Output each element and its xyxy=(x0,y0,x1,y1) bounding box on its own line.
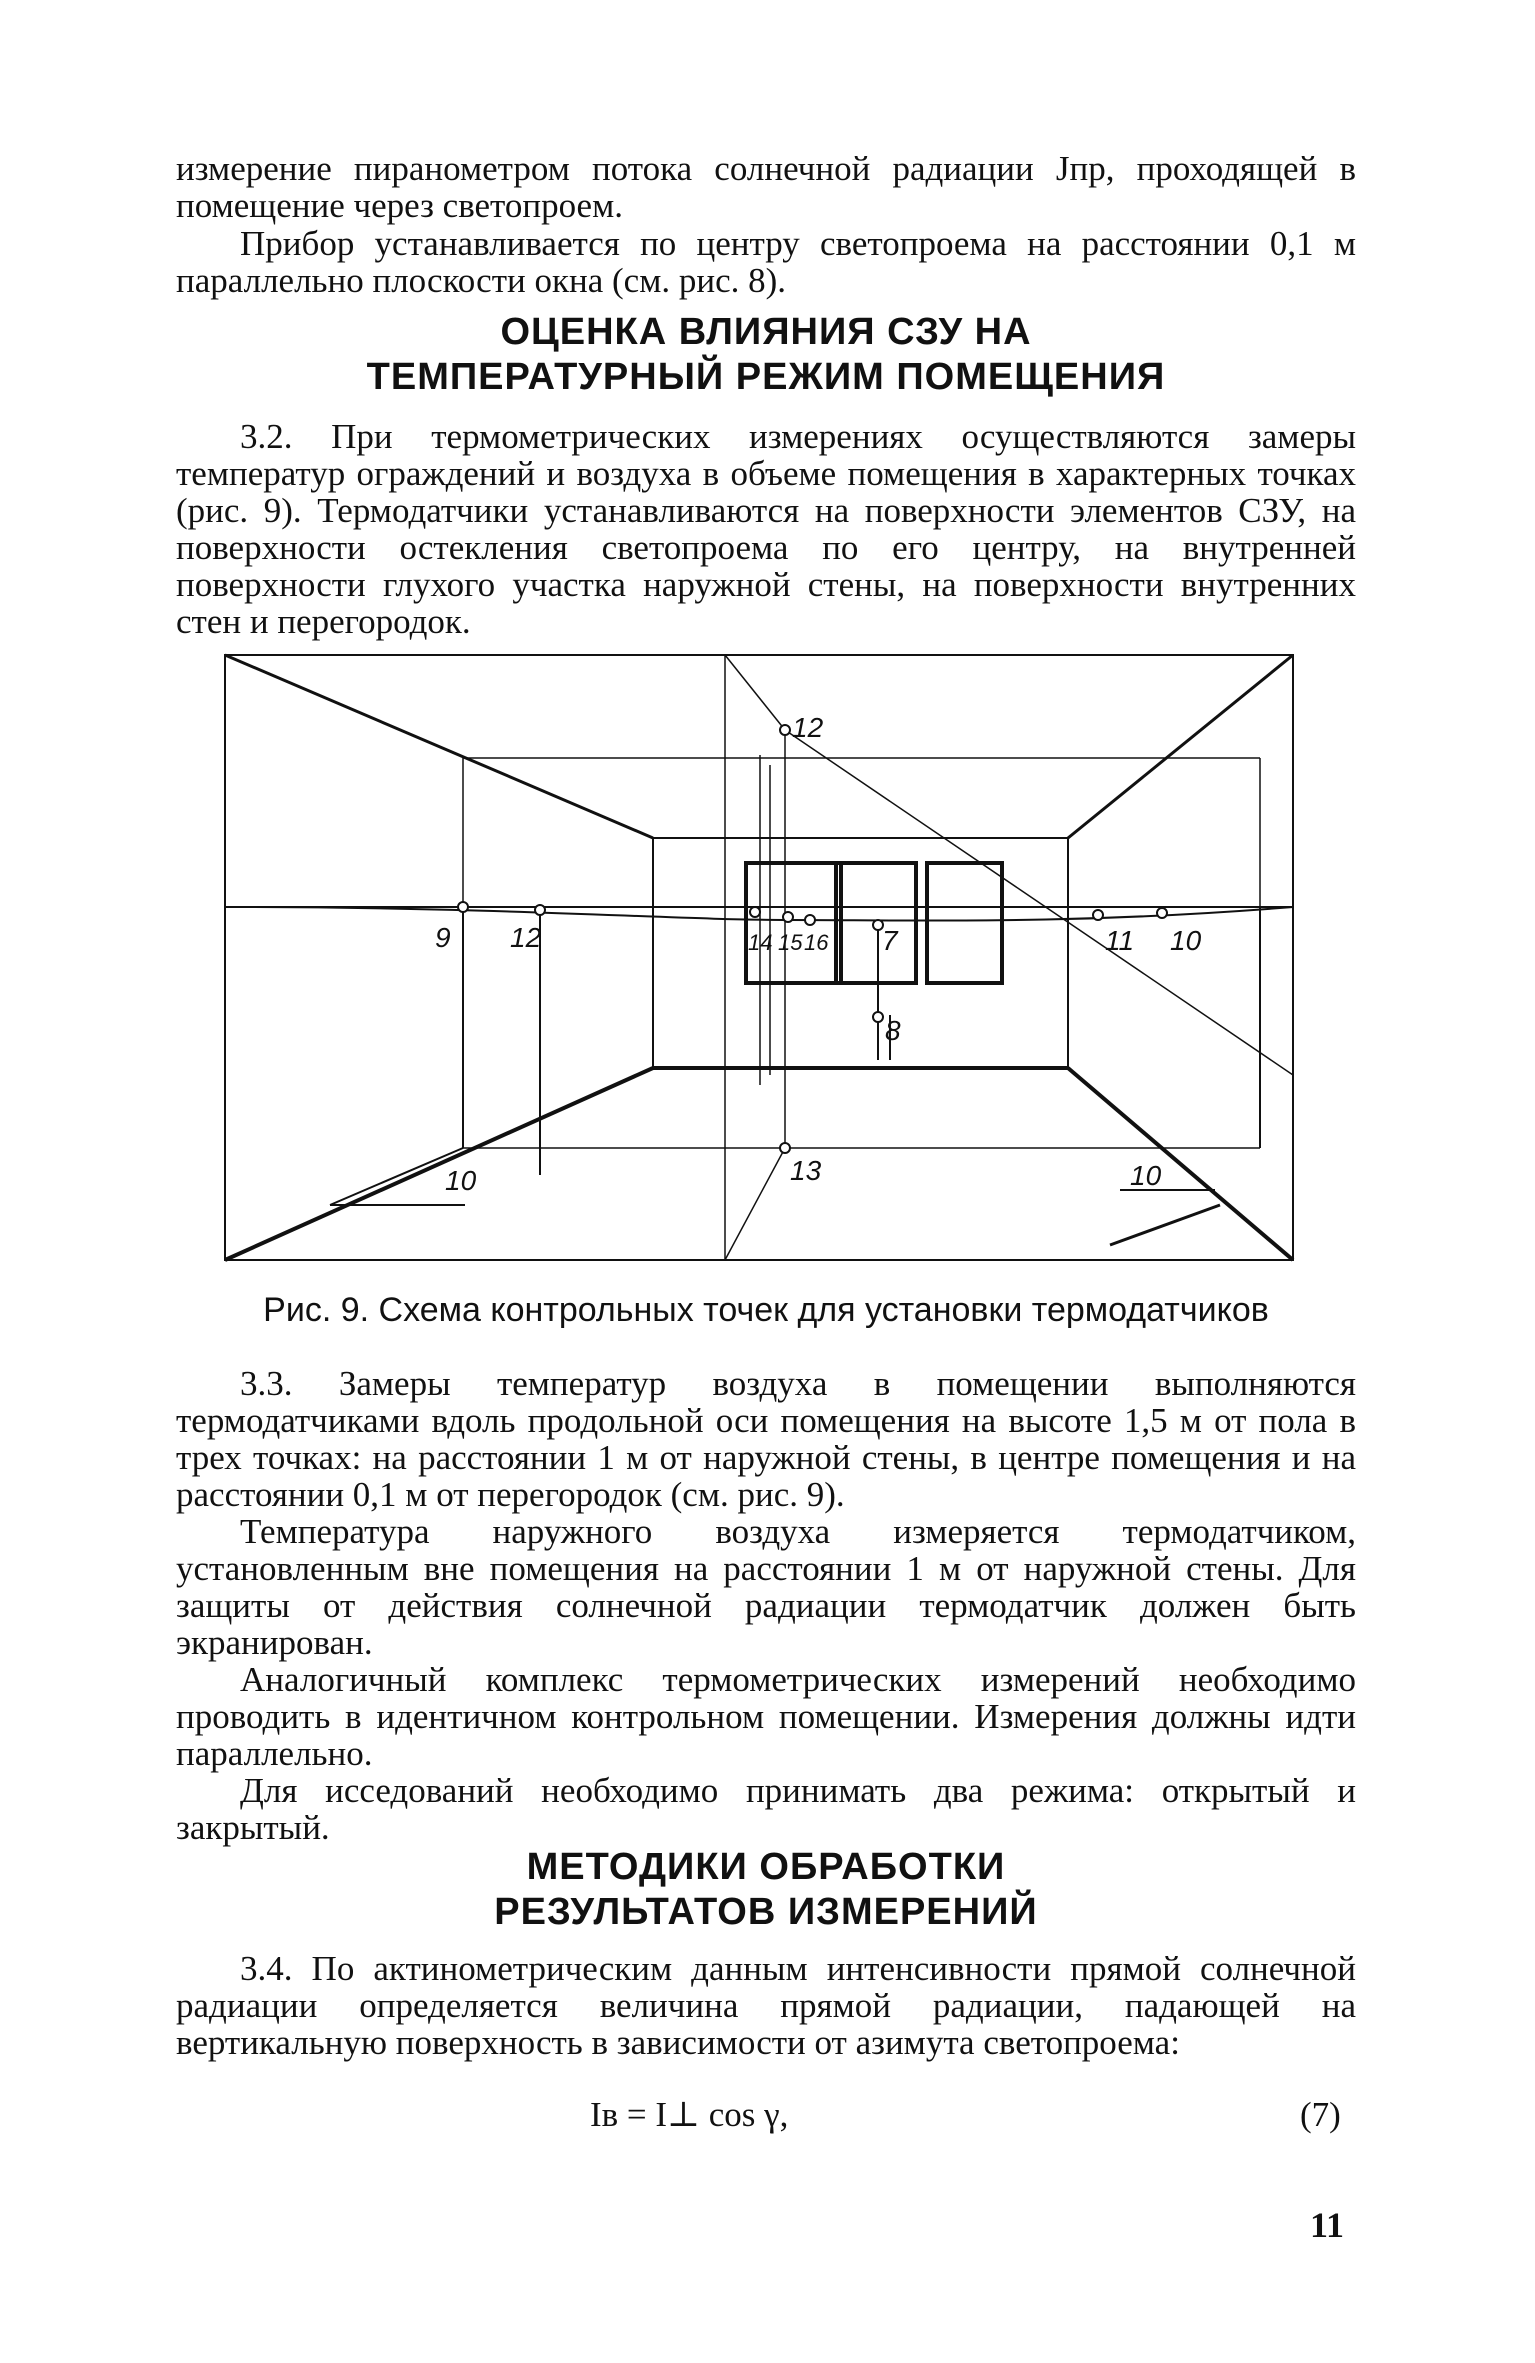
section-heading-1-line-1: ОЦЕНКА ВЛИЯНИЯ СЗУ НА xyxy=(500,311,1032,353)
point-13-marker xyxy=(780,1143,790,1153)
floor-dim-right xyxy=(1110,1205,1220,1245)
label-10-right: 10 xyxy=(1170,925,1202,956)
point-12-left-marker xyxy=(535,905,545,915)
label-10-floor-right: 10 xyxy=(1130,1160,1162,1191)
point-10-marker xyxy=(1157,908,1167,918)
point-16-marker xyxy=(805,915,815,925)
paragraph-5: Температура наружного воздуха измеряется термодатчиком, установленным вне помещения на расстоянии 1 м от наружной стены. Для защиты от действия солнечной радиации термодатчик должен быть экранирован. xyxy=(176,1512,1356,1662)
equation-formula: Iв = I⊥ cos γ, xyxy=(590,2095,789,2134)
paragraph-1: измерение пиранометром потока солнечной радиации Jпр, проходящей в помещение через светопроем. xyxy=(176,149,1356,225)
label-14: 14 xyxy=(748,930,773,955)
label-10-floor-left: 10 xyxy=(445,1165,477,1196)
equation-number: (7) xyxy=(1300,2095,1341,2134)
paragraph-8: 3.4. По актинометрическим данным интенсивности прямой солнечной радиации определяется величина прямой радиации, падающей на вертикальную поверхность в зависимости от азимута светопроема: xyxy=(176,1949,1356,2062)
label-7: 7 xyxy=(882,925,898,956)
perspective-line-bottom-left xyxy=(225,1068,653,1260)
section-heading-2-line-1: МЕТОДИКИ ОБРАБОТКИ xyxy=(526,1846,1006,1888)
figure-room-diagram xyxy=(210,645,1310,1275)
label-16: 16 xyxy=(804,930,829,955)
point-9-marker xyxy=(458,902,468,912)
point-12-marker xyxy=(780,725,790,735)
floor-dim-left xyxy=(330,1148,463,1205)
label-8: 8 xyxy=(885,1015,901,1046)
point-14-marker xyxy=(750,907,760,917)
paragraph-7: Для исседований необходимо принимать два режима: открытый и закрытый. xyxy=(176,1771,1356,1847)
label-12-top: 12 xyxy=(792,712,824,743)
section-heading-1-line-2: ТЕМПЕРАТУРНЫЙ РЕЖИМ ПОМЕЩЕНИЯ xyxy=(366,356,1166,398)
paragraph-2: Прибор устанавливается по центру светопроема на расстоянии 0,1 м параллельно плоскости окна (см. рис. 8). xyxy=(176,224,1356,300)
label-11: 11 xyxy=(1105,925,1135,956)
label-9: 9 xyxy=(435,922,451,953)
paragraph-6: Аналогичный комплекс термометрических измерений необходимо проводить в идентичном контрольном помещении. Измерения должны идти параллельно. xyxy=(176,1660,1356,1773)
section-plane-top xyxy=(725,655,785,730)
label-12-left: 12 xyxy=(510,922,542,953)
back-wall xyxy=(653,838,1068,1068)
section-heading-2-line-2: РЕЗУЛЬТАТОВ ИЗМЕРЕНИЙ xyxy=(494,1891,1038,1933)
diagonal-guide xyxy=(785,730,1293,1075)
perspective-line-top-left xyxy=(225,655,653,838)
label-13: 13 xyxy=(790,1155,822,1186)
window-pane-right xyxy=(927,863,1002,983)
page-number: 11 xyxy=(1310,2205,1345,2245)
point-11-marker xyxy=(1093,910,1103,920)
point-15-marker xyxy=(783,912,793,922)
paragraph-3: 3.2. При термометрических измерениях осуществляются замеры температур ограждений и воздуха в объеме помещения в характерных точках (рис. 9). Термодатчики устанавливаются на поверхности элементов СЗУ, на поверхности остекления светопроема по его центру, на внутренней поверхности глухого участка наружной стены, на поверхности внутренних стен и перегородок. xyxy=(176,417,1356,641)
section-plane-bottom xyxy=(725,1148,785,1260)
figure-caption: Рис. 9. Схема контрольных точек для установки термодатчиков xyxy=(263,1291,1269,1329)
point-8-marker xyxy=(873,1012,883,1022)
paragraph-4: 3.3. Замеры температур воздуха в помещении выполняются термодатчиками вдоль продольной оси помещения на высоте 1,5 м от пола в трех точках: на расстоянии 1 м от наружной стены, в центре помещения и на расстоянии 0,1 м от перегородок (см. рис. 9). xyxy=(176,1364,1356,1514)
label-15: 15 xyxy=(778,930,803,955)
